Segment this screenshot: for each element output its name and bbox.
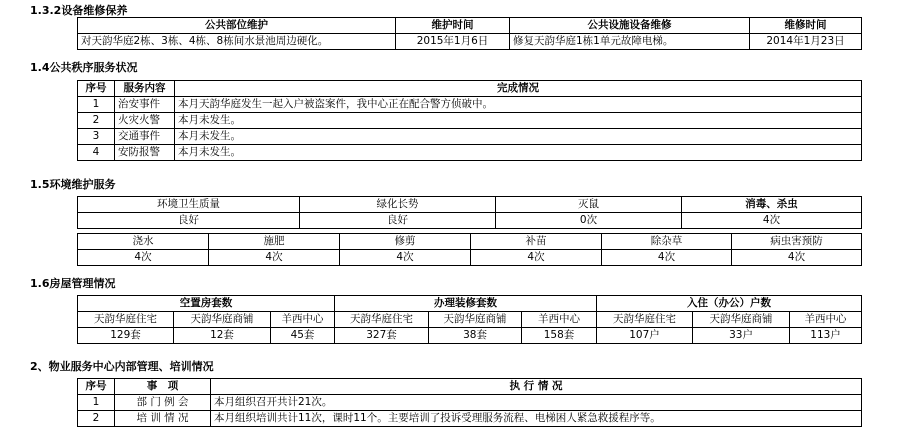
table-row: [78, 97, 862, 113]
row-execution: 本月组织培训共计11次，课时11个。主要培训了投诉受理服务流程、电梯困人紧急救援程序等。: [211, 411, 862, 427]
row-item: 培 训 情 况: [115, 411, 211, 427]
header-maintenance-time: 维护时间: [396, 18, 510, 34]
row-service: 火灾火警: [115, 113, 175, 129]
row-status: 本月未发生。: [175, 113, 862, 129]
row-seq: 3: [78, 129, 115, 145]
row-execution: 本月组织召开共计21次。: [211, 395, 862, 411]
row-service: 安防报警: [115, 145, 175, 161]
subheader: 天韵华庭商铺: [693, 312, 790, 328]
section-title-maintenance: 1.3.2设备维修保养: [30, 4, 128, 17]
section-title-environment: 1.5环境维护服务: [30, 178, 116, 191]
housing-value: 158套: [522, 328, 597, 344]
table-row: [78, 145, 862, 161]
env-label: 浇水: [78, 234, 209, 250]
header-execution: 执 行 情 况: [211, 379, 862, 395]
header-repair-time: 维修时间: [750, 18, 862, 34]
housing-value: 129套: [78, 328, 174, 344]
env-label: 除杂草: [602, 234, 732, 250]
env-value: 4次: [682, 213, 862, 229]
env-value: 0次: [496, 213, 682, 229]
subheader: 羊西中心: [790, 312, 862, 328]
housing-value: 327套: [335, 328, 429, 344]
section-title-public-order: 1.4公共秩序服务状况: [30, 61, 138, 74]
table-row: [78, 113, 862, 129]
row-seq: 1: [78, 395, 115, 411]
header-public-area: 公共部位维护: [78, 18, 396, 34]
housing-value: 33户: [693, 328, 790, 344]
env-value: 良好: [300, 213, 496, 229]
table-row: [78, 395, 862, 411]
row-status: 本月未发生。: [175, 145, 862, 161]
housing-value: 113户: [790, 328, 862, 344]
header-facility-repair: 公共设施设备维修: [510, 18, 750, 34]
env-value: 良好: [78, 213, 300, 229]
table-row: [78, 129, 862, 145]
env-value: 4次: [78, 250, 209, 266]
table-row: [78, 411, 862, 427]
subheader: 天韵华庭住宅: [335, 312, 429, 328]
subheader: 天韵华庭商铺: [429, 312, 522, 328]
env-label: 修剪: [340, 234, 471, 250]
group-renovation: 办理装修套数: [335, 296, 597, 312]
header-seq: 序号: [78, 379, 115, 395]
header-service: 服务内容: [115, 81, 175, 97]
env-value: 4次: [340, 250, 471, 266]
housing-value: 107户: [597, 328, 693, 344]
subheader: 天韵华庭商铺: [174, 312, 271, 328]
housing-value: 38套: [429, 328, 522, 344]
row-item: 部 门 例 会: [115, 395, 211, 411]
row-seq: 2: [78, 113, 115, 129]
env-value: 4次: [471, 250, 602, 266]
env-value: 4次: [209, 250, 340, 266]
cell-repair-time: 2014年1月23日: [750, 34, 862, 50]
env-label: 环境卫生质量: [78, 197, 300, 213]
header-seq: 序号: [78, 81, 115, 97]
env-label: 病虫害预防: [732, 234, 862, 250]
subheader: 羊西中心: [522, 312, 597, 328]
environment-table-bottom: [77, 233, 862, 266]
public-order-table: [77, 80, 862, 161]
row-seq: 1: [78, 97, 115, 113]
subheader: 天韵华庭住宅: [78, 312, 174, 328]
row-status: 本月未发生。: [175, 129, 862, 145]
cell-maintenance-time: 2015年1月6日: [396, 34, 510, 50]
env-label: 灭鼠: [496, 197, 682, 213]
row-service: 交通事件: [115, 129, 175, 145]
row-seq: 2: [78, 411, 115, 427]
housing-value: 12套: [174, 328, 271, 344]
header-status: 完成情况: [175, 81, 862, 97]
subheader: 羊西中心: [271, 312, 335, 328]
row-service: 治安事件: [115, 97, 175, 113]
env-label: 消毒、杀虫: [682, 197, 862, 213]
group-vacant: 空置房套数: [78, 296, 335, 312]
group-occupancy: 入住（办公）户数: [597, 296, 862, 312]
env-label: 补苗: [471, 234, 602, 250]
env-label: 绿化长势: [300, 197, 496, 213]
row-status: 本月天韵华庭发生一起入户被盗案件，我中心正在配合警方侦破中。: [175, 97, 862, 113]
housing-value: 45套: [271, 328, 335, 344]
header-item: 事 项: [115, 379, 211, 395]
maintenance-table: [77, 17, 862, 50]
env-value: 4次: [732, 250, 862, 266]
internal-table: [77, 378, 862, 427]
housing-table: [77, 295, 862, 344]
section-title-internal: 2、物业服务中心内部管理、培训情况: [30, 360, 214, 373]
row-seq: 4: [78, 145, 115, 161]
environment-table-top: [77, 196, 862, 229]
env-label: 施肥: [209, 234, 340, 250]
cell-public-area: 对天韵华庭2栋、3栋、4栋、8栋间水景池周边硬化。: [78, 34, 396, 50]
subheader: 天韵华庭住宅: [597, 312, 693, 328]
section-title-housing: 1.6房屋管理情况: [30, 277, 116, 290]
cell-facility-repair: 修复天韵华庭1栋1单元故障电梯。: [510, 34, 750, 50]
env-value: 4次: [602, 250, 732, 266]
